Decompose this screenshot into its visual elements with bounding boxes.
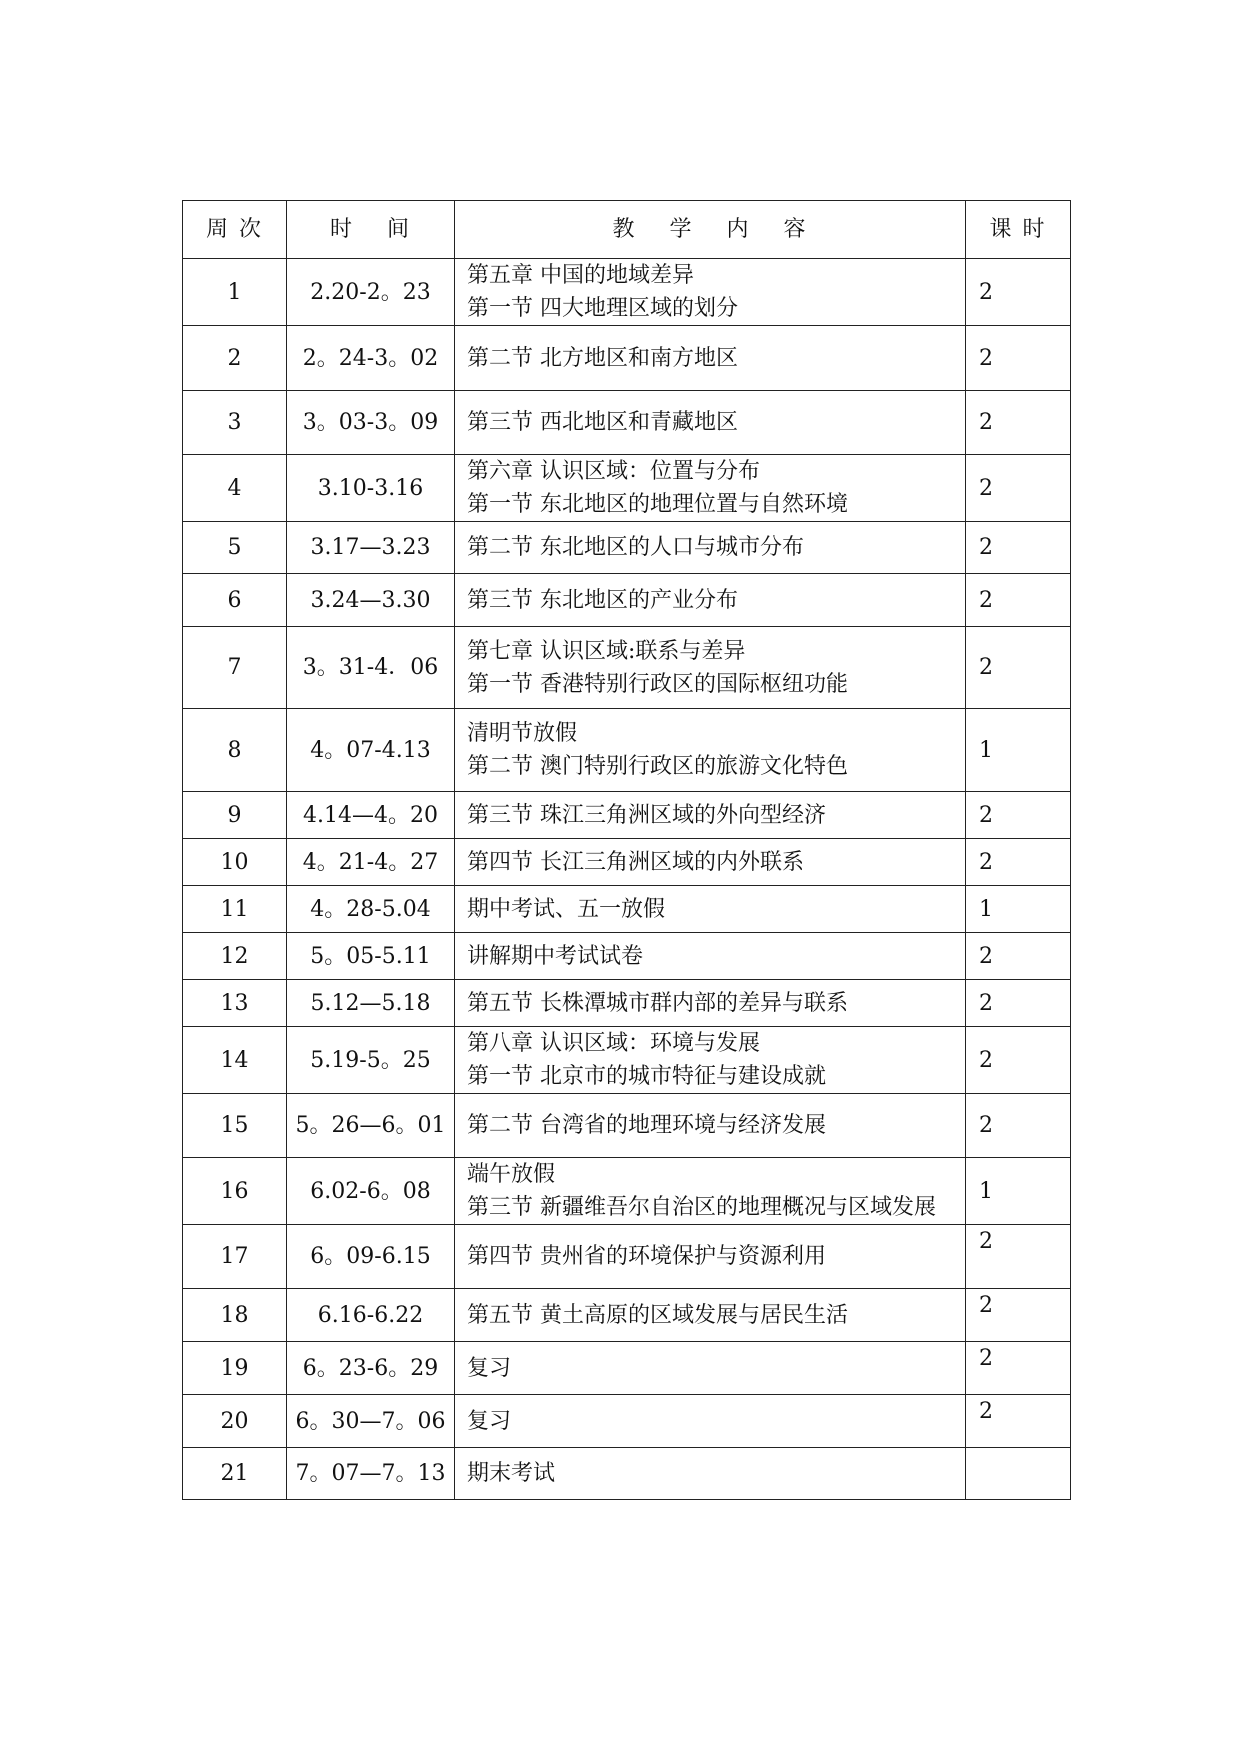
week-cell: 2	[183, 326, 287, 391]
time-cell: 6.02-6。08	[287, 1158, 455, 1225]
week-cell: 9	[183, 792, 287, 839]
week-cell: 18	[183, 1289, 287, 1342]
table-row	[183, 1448, 1071, 1500]
table-row	[183, 839, 1071, 886]
content-cell	[455, 792, 966, 839]
content-line: 第一节 香港特别行政区的国际枢纽功能	[467, 671, 848, 697]
week-cell: 13	[183, 980, 287, 1027]
table-row	[183, 709, 1071, 792]
content-line: 第三节 东北地区的产业分布	[467, 587, 738, 613]
week-cell: 15	[183, 1094, 287, 1158]
schedule-body	[183, 259, 1071, 1500]
hours-cell: 2	[966, 792, 1071, 839]
content-cell	[455, 522, 966, 574]
hours-cell	[966, 1448, 1071, 1500]
content-cell	[455, 933, 966, 980]
time-cell: 5.19-5。25	[287, 1027, 455, 1094]
table-row	[183, 933, 1071, 980]
week-cell: 20	[183, 1395, 287, 1448]
time-cell: 3。31-4．06	[287, 627, 455, 709]
content-cell	[455, 1027, 966, 1094]
content-cell	[455, 1448, 966, 1500]
table-row	[183, 1289, 1071, 1342]
content-line: 讲解期中考试试卷	[467, 943, 644, 969]
time-cell: 3。03-3。09	[287, 391, 455, 455]
table-row	[183, 391, 1071, 455]
time-cell: 4.14—4。20	[287, 792, 455, 839]
table-row	[183, 792, 1071, 839]
hours-cell: 2	[966, 933, 1071, 980]
time-cell: 3.10-3.16	[287, 455, 455, 522]
table-row	[183, 886, 1071, 933]
time-cell: 6。09-6.15	[287, 1225, 455, 1289]
week-cell: 6	[183, 574, 287, 627]
hours-cell: 2	[966, 455, 1071, 522]
week-cell: 16	[183, 1158, 287, 1225]
hours-cell: 1	[966, 709, 1071, 792]
content-line: 第三节 西北地区和青藏地区	[467, 410, 738, 435]
teaching-schedule-table	[182, 200, 1071, 1500]
hours-cell: 2	[966, 574, 1071, 627]
content-line: 清明节放假	[467, 721, 578, 746]
time-cell: 6。23-6。29	[287, 1342, 455, 1395]
time-cell: 3.24—3.30	[287, 574, 455, 627]
table-row	[183, 1225, 1071, 1289]
week-cell: 3	[183, 391, 287, 455]
table-row	[183, 627, 1071, 709]
table-row	[183, 1158, 1071, 1225]
time-cell: 4。28-5.04	[287, 886, 455, 933]
table-row	[183, 980, 1071, 1027]
hours-cell: 2	[966, 391, 1071, 455]
content-cell	[455, 1158, 966, 1225]
content-line: 第一节 四大地理区域的划分	[467, 296, 738, 321]
content-cell	[455, 259, 966, 326]
content-line: 复习	[467, 1408, 512, 1434]
table-row	[183, 1027, 1071, 1094]
hours-cell: 2	[966, 980, 1071, 1027]
content-cell	[455, 1342, 966, 1395]
table-row	[183, 1395, 1071, 1448]
content-line: 第二节 东北地区的人口与城市分布	[467, 535, 804, 560]
time-cell: 5.12—5.18	[287, 980, 455, 1027]
time-cell: 4。21-4。27	[287, 839, 455, 886]
hours-cell: 2	[966, 1094, 1071, 1158]
header-time: 时 间	[287, 201, 455, 259]
time-cell: 7。07—7。13	[287, 1448, 455, 1500]
hours-cell: 1	[966, 886, 1071, 933]
hours-cell: 2	[966, 1342, 1071, 1395]
hours-cell: 2	[966, 1289, 1071, 1342]
week-cell: 7	[183, 627, 287, 709]
hours-cell: 2	[966, 326, 1071, 391]
table-row	[183, 259, 1071, 326]
content-cell	[455, 455, 966, 522]
hours-cell: 2	[966, 522, 1071, 574]
content-line: 第二节 澳门特别行政区的旅游文化特色	[467, 754, 848, 779]
week-cell: 12	[183, 933, 287, 980]
content-line: 期中考试、五一放假	[467, 896, 666, 922]
header-content: 教 学 内 容	[455, 201, 966, 259]
content-line: 第二节 北方地区和南方地区	[467, 345, 738, 371]
header-week: 周 次	[183, 201, 287, 259]
week-cell: 10	[183, 839, 287, 886]
content-line: 第四节 长江三角洲区域的内外联系	[467, 849, 804, 875]
table-row	[183, 326, 1071, 391]
time-cell: 2。24-3。02	[287, 326, 455, 391]
header-hours: 课 时	[966, 201, 1071, 259]
content-line: 复习	[467, 1355, 512, 1381]
table-row	[183, 574, 1071, 627]
week-cell: 8	[183, 709, 287, 792]
content-cell	[455, 1289, 966, 1342]
content-line: 第五节 黄土高原的区域发展与居民生活	[467, 1302, 848, 1328]
content-cell	[455, 886, 966, 933]
content-cell	[455, 1395, 966, 1448]
content-cell	[455, 980, 966, 1027]
content-cell	[455, 391, 966, 455]
hours-cell: 2	[966, 627, 1071, 709]
week-cell: 21	[183, 1448, 287, 1500]
content-line: 第三节 珠江三角洲区域的外向型经济	[467, 802, 826, 828]
hours-cell: 2	[966, 1225, 1071, 1289]
content-cell	[455, 326, 966, 391]
hours-cell: 2	[966, 1027, 1071, 1094]
week-cell: 5	[183, 522, 287, 574]
content-line: 第五节 长株潭城市群内部的差异与联系	[467, 990, 848, 1016]
content-line: 第一节 东北地区的地理位置与自然环境	[467, 492, 848, 517]
content-line: 第七章 认识区域:联系与差异	[467, 638, 746, 664]
hours-cell: 1	[966, 1158, 1071, 1225]
table-row	[183, 1094, 1071, 1158]
hours-cell: 2	[966, 839, 1071, 886]
content-line: 端午放假	[467, 1162, 556, 1187]
content-cell	[455, 1225, 966, 1289]
week-cell: 14	[183, 1027, 287, 1094]
hours-cell: 2	[966, 1395, 1071, 1448]
content-cell	[455, 839, 966, 886]
time-cell: 6.16-6.22	[287, 1289, 455, 1342]
content-line: 第五章 中国的地域差异	[467, 263, 694, 288]
content-cell	[455, 709, 966, 792]
table-row	[183, 1342, 1071, 1395]
content-line: 第六章 认识区域：位置与分布	[467, 459, 760, 484]
time-cell: 2.20-2。23	[287, 259, 455, 326]
content-line: 第一节 北京市的城市特征与建设成就	[467, 1064, 826, 1089]
content-cell	[455, 574, 966, 627]
content-line: 第八章 认识区域：环境与发展	[467, 1031, 760, 1056]
week-cell: 19	[183, 1342, 287, 1395]
time-cell: 4。07-4.13	[287, 709, 455, 792]
content-cell	[455, 627, 966, 709]
table-row	[183, 455, 1071, 522]
table-row	[183, 522, 1071, 574]
content-line: 第三节 新疆维吾尔自治区的地理概况与区域发展	[467, 1195, 936, 1220]
week-cell: 4	[183, 455, 287, 522]
week-cell: 1	[183, 259, 287, 326]
content-line: 第二节 台湾省的地理环境与经济发展	[467, 1113, 826, 1138]
time-cell: 6。30—7。06	[287, 1395, 455, 1448]
time-cell: 5。05-5.11	[287, 933, 455, 980]
content-line: 期末考试	[467, 1461, 556, 1486]
content-line: 第四节 贵州省的环境保护与资源利用	[467, 1244, 826, 1269]
hours-cell: 2	[966, 259, 1071, 326]
time-cell: 5。26—6。01	[287, 1094, 455, 1158]
time-cell: 3.17—3.23	[287, 522, 455, 574]
content-cell	[455, 1094, 966, 1158]
week-cell: 11	[183, 886, 287, 933]
header-row	[183, 201, 1071, 259]
week-cell: 17	[183, 1225, 287, 1289]
